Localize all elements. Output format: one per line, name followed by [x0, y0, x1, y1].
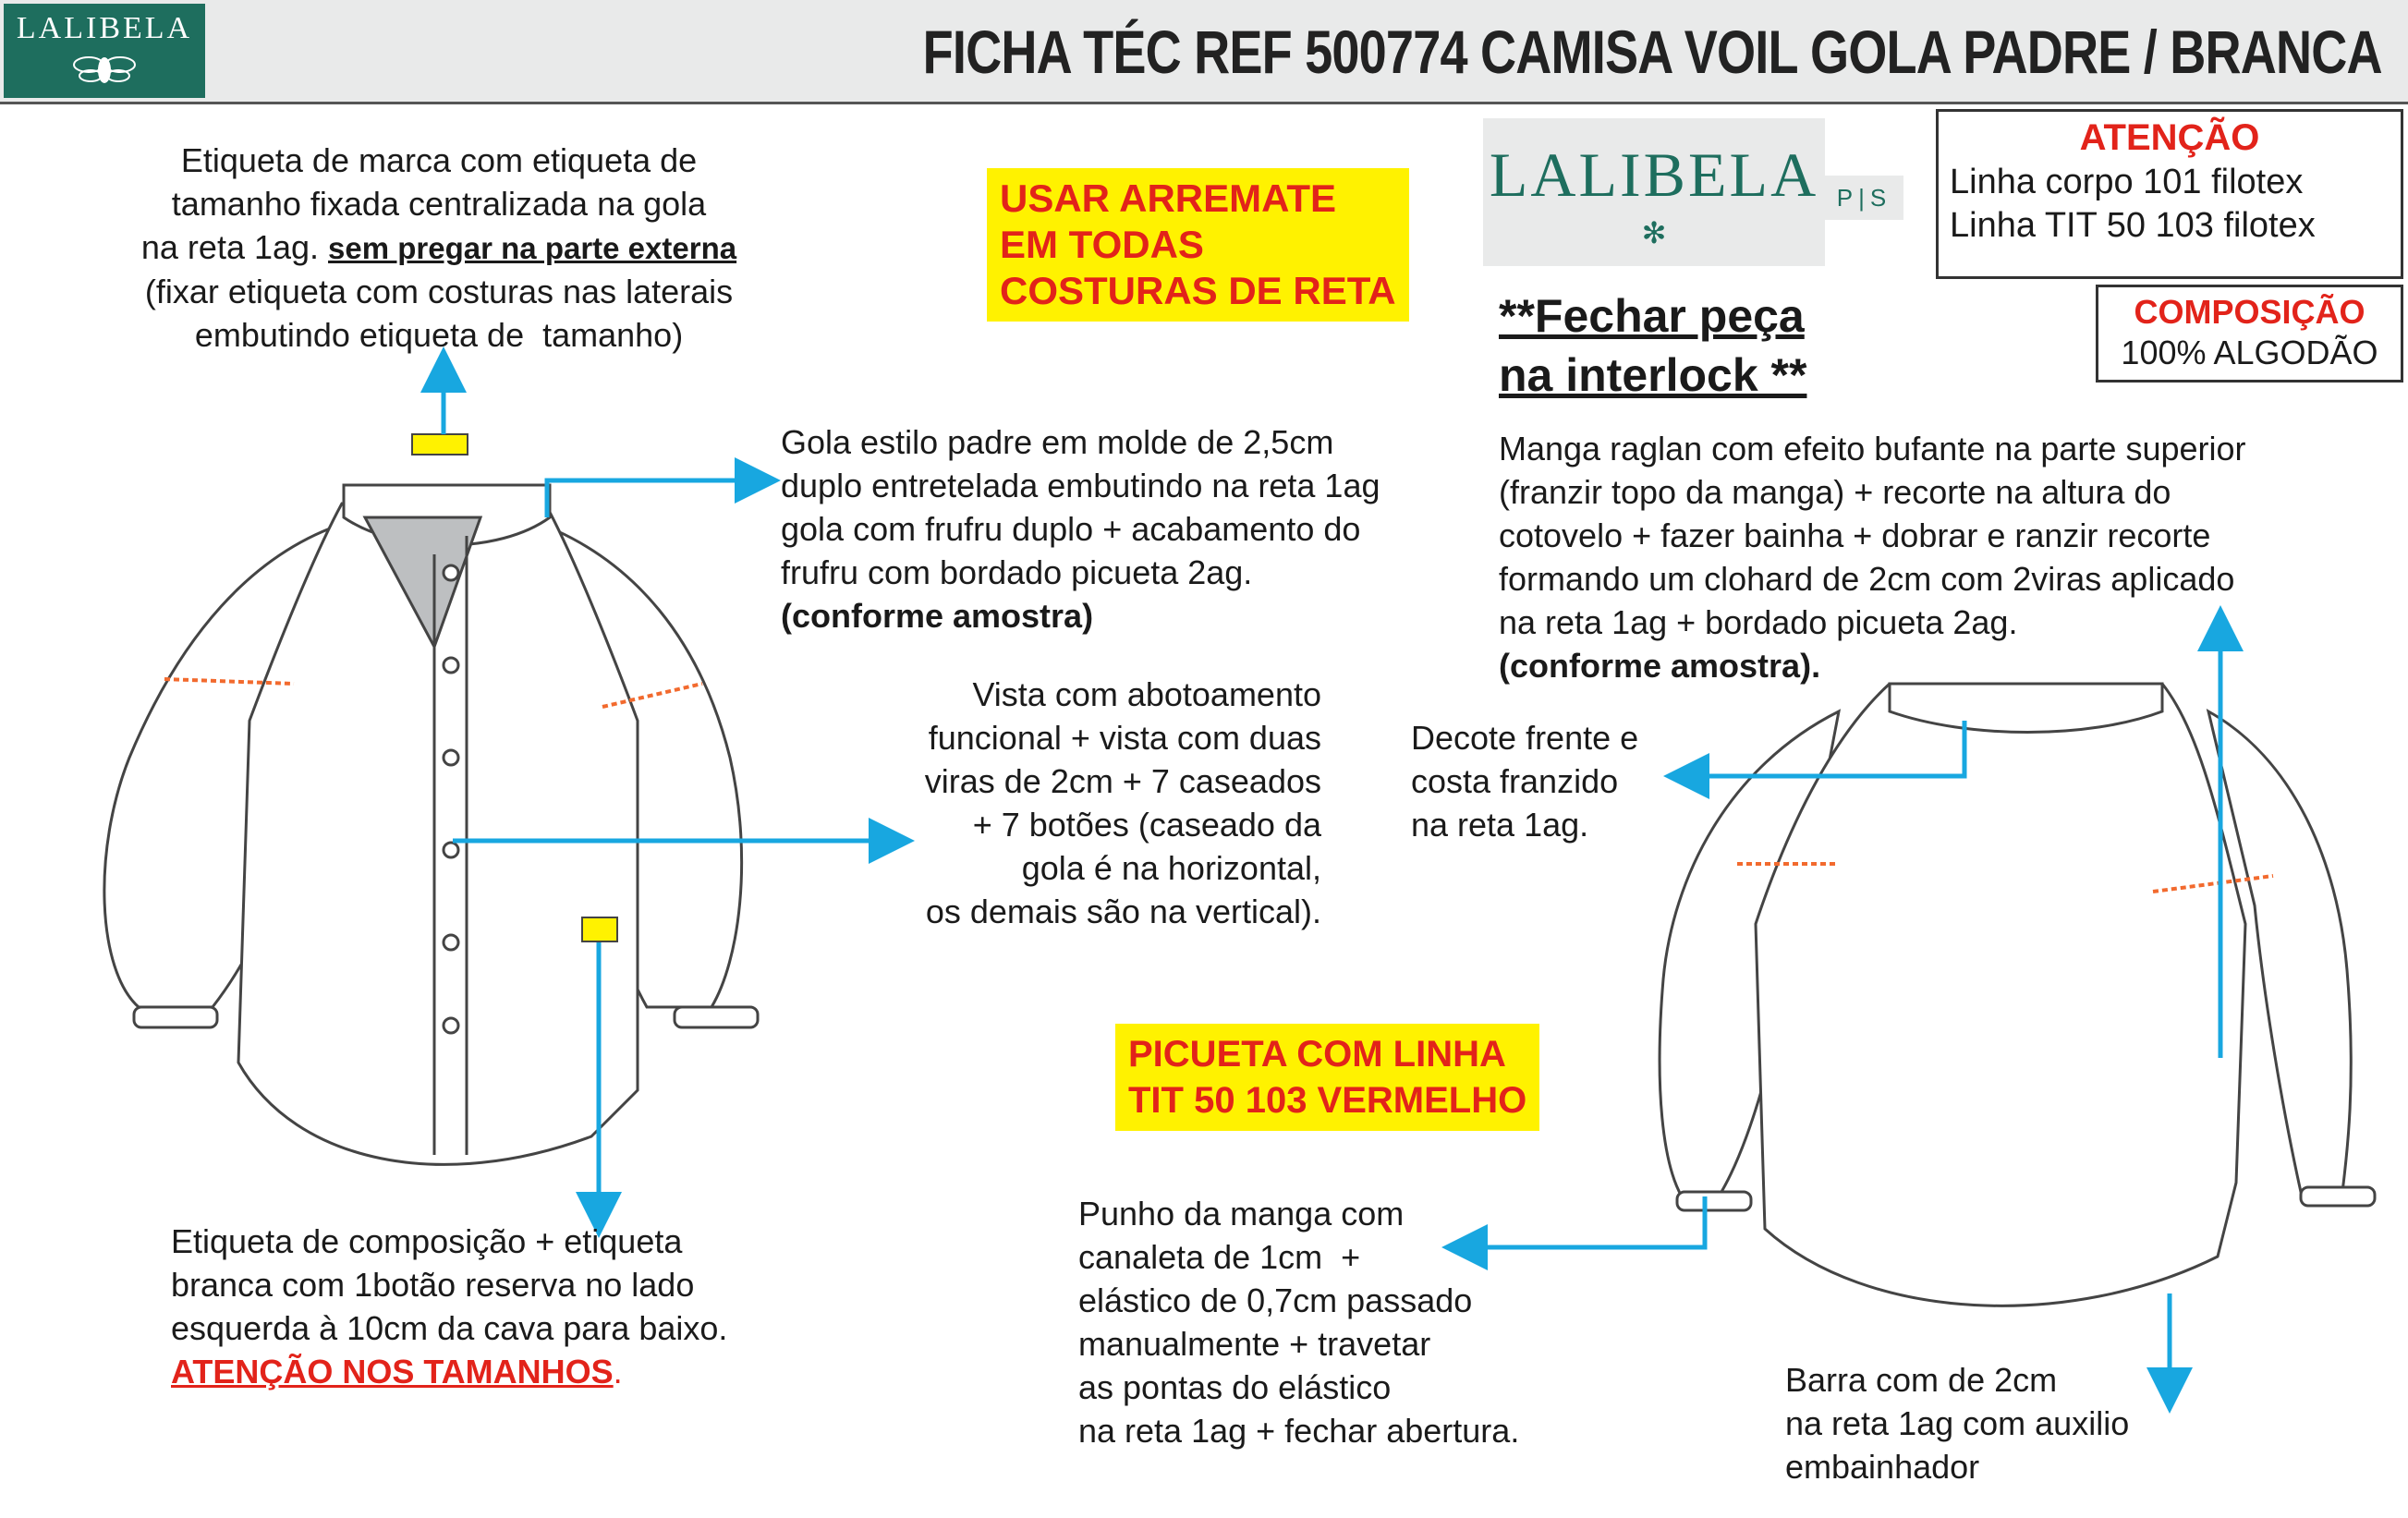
- composicao-value: 100% ALGODÃO: [2121, 334, 2378, 371]
- atencao-line2: Linha TIT 50 103 filotex: [1950, 206, 2316, 245]
- note-decote: Decote frente e costa franzido na reta 1ag.: [1411, 719, 1639, 844]
- note-etiqueta-composicao: [171, 1220, 727, 1393]
- note-vista: Vista com abotoamento funcional + vista com duas viras de 2cm + 7 caseados + 7 botões (caseado da gola é na horizontal, os demais são na vertical).: [924, 675, 1321, 930]
- composicao-box: [2096, 285, 2403, 383]
- note-etiqueta-marca-tail: (fixar etiqueta com costuras nas laterais embutindo etiqueta de tamanho): [144, 273, 734, 354]
- brand-name: LALIBELA: [1489, 140, 1819, 210]
- note-etiqueta-comp-text: Etiqueta de composição + etiqueta branca com 1botão reserva no lado esquerda à 10cm da cava para baixo.: [171, 1222, 728, 1347]
- callout-picueta: PICUETA COM LINHA TIT 50 103 VERMELHO: [1115, 1024, 1539, 1131]
- logo-text: LALIBELA: [16, 11, 193, 45]
- note-manga: [1499, 427, 2246, 687]
- fechar-line1: **Fechar peça: [1499, 290, 1805, 342]
- note-etiqueta-comp-dot: .: [613, 1353, 623, 1390]
- atencao-box: [1936, 109, 2403, 279]
- fechar-line2: na interlock **: [1499, 349, 1807, 401]
- note-etiqueta-marca-bold: sem pregar na parte externa: [328, 231, 737, 265]
- note-barra: Barra com de 2cm na reta 1ag com auxilio embainhador: [1785, 1361, 2130, 1486]
- note-etiqueta-marca: [102, 139, 776, 357]
- arrow-gola: [547, 480, 758, 517]
- note-etiqueta-marca-main: Etiqueta de marca com etiqueta de tamanho fixada centralizada na gola na reta 1ag.: [140, 141, 707, 266]
- note-manga-text: Manga raglan com efeito bufante na parte superior (franzir topo da manga) + recorte na altura do cotovelo + fazer bainha + dobrar e ranzir recorte formando um clohard de 2cm com 2viras aplicado na reta 1ag + bordado picueta 2ag.: [1499, 430, 2246, 641]
- composicao-heading: COMPOSIÇÃO: [2134, 293, 2365, 331]
- brand-label-marker: [412, 434, 468, 455]
- composition-label-marker: [582, 917, 617, 941]
- bee-icon: ✻: [1641, 216, 1667, 249]
- page-title: FICHA TÉC REF 500774 CAMISA VOIL GOLA PADRE / BRANCA: [922, 18, 2382, 86]
- brand-box: [1483, 118, 1825, 266]
- note-gola-bold: (conforme amostra): [781, 597, 1094, 635]
- shirt-front-sketch: [104, 485, 758, 1164]
- atencao-line1: Linha corpo 101 filotex: [1950, 163, 2304, 201]
- note-punho: Punho da manga com canaleta de 1cm + elástico de 0,7cm passado manualmente + travetar as pontas do elástico na reta 1ag + fechar abertura.: [1078, 1195, 1520, 1450]
- note-manga-bold: (conforme amostra).: [1499, 647, 1821, 685]
- callout-fechar-interlock: [1499, 286, 1806, 405]
- callout-usar-arremate: USAR ARREMATE EM TODAS COSTURAS DE RETA: [987, 168, 1409, 322]
- note-etiqueta-comp-alert: ATENÇÃO NOS TAMANHOS: [171, 1353, 614, 1390]
- ps-label: P|S: [1825, 176, 1903, 220]
- note-gola: [781, 420, 1380, 638]
- note-gola-text: Gola estilo padre em molde de 2,5cm duplo entretelada embutindo na reta 1ag gola com frufru duplo + acabamento do frufru com bordado picueta 2ag.: [781, 423, 1380, 591]
- atencao-heading: ATENÇÃO: [2079, 117, 2260, 158]
